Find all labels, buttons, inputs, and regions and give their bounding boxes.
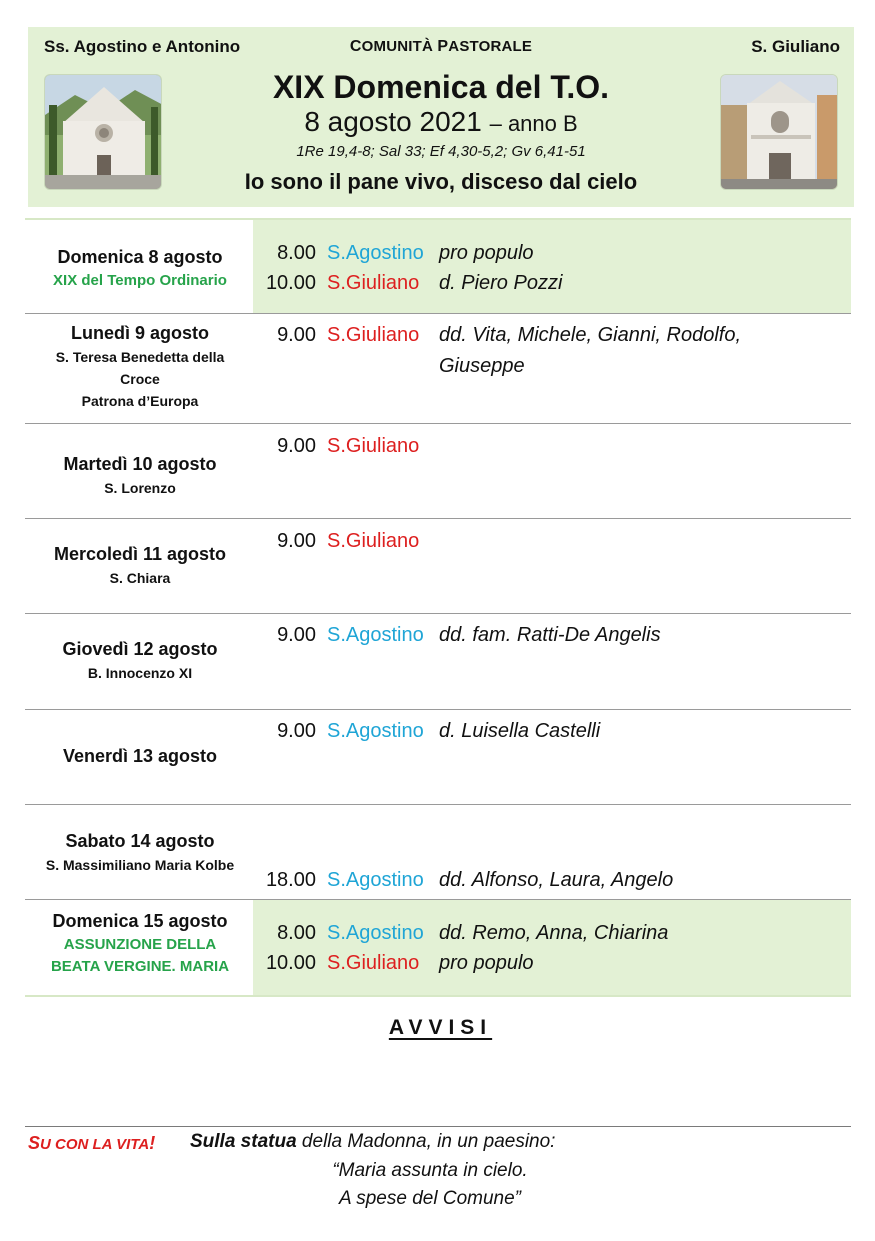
mass-intention: dd. Alfonso, Laura, Angelo <box>439 869 674 891</box>
schedule-row <box>25 519 851 614</box>
date-line: 8 agosto 2021 – anno B <box>304 106 578 137</box>
mass-church: S.Agostino <box>327 624 424 646</box>
mass-entry <box>255 620 851 650</box>
schedule-row <box>25 424 851 519</box>
schedule-row <box>25 614 851 710</box>
mass-entry <box>255 238 851 268</box>
mass-church: S.Giuliano <box>327 952 420 974</box>
footer-quote-line: A spese del Comune” <box>338 1188 521 1209</box>
mass-time: 10.00 <box>265 272 316 294</box>
mass-church: S.Agostino <box>327 922 424 944</box>
day-feast: S. Massimiliano Maria Kolbe <box>45 857 235 873</box>
mass-intention: dd. fam. Ratti-De Angelis <box>439 624 661 646</box>
footer-text: Sulla statua della Madonna, in un paesino: <box>190 1131 556 1152</box>
day-name: Lunedì 9 agosto <box>70 323 209 343</box>
day-cell <box>25 636 255 684</box>
mass-church: S.Agostino <box>327 242 424 264</box>
day-cell <box>25 828 255 876</box>
mass-intention: d. Piero Pozzi <box>439 272 563 294</box>
mass-schedule-table <box>25 218 851 997</box>
day-name: Martedì 10 agosto <box>63 454 217 474</box>
mass-entry <box>255 716 851 746</box>
mass-time: 9.00 <box>277 530 316 552</box>
day-feast: BEATA VERGINE. MARIA <box>50 958 230 975</box>
mass-church: S.Giuliano <box>327 272 420 294</box>
mass-church: S.Agostino <box>327 869 424 891</box>
mass-intention: Giuseppe <box>439 355 525 377</box>
mass-entry-continued <box>255 351 851 381</box>
mass-entry <box>255 268 851 298</box>
day-feast: S. Teresa Benedetta della <box>55 349 225 365</box>
day-feast: S. Chiara <box>109 570 171 586</box>
day-feast: Croce <box>120 371 160 387</box>
readings: 1Re 19,4-8; Sal 33; Ef 4,30-5,2; Gv 6,41-51 <box>296 143 586 160</box>
mass-intention: dd. Remo, Anna, Chiarina <box>439 922 669 944</box>
mass-time: 9.00 <box>277 435 316 457</box>
day-cell <box>25 451 255 499</box>
footer-quote-line: “Maria assunta in cielo. <box>332 1160 528 1181</box>
mass-entry <box>255 918 851 948</box>
mass-church: S.Giuliano <box>327 530 420 552</box>
mass-church: S.Agostino <box>327 720 424 742</box>
day-cell <box>25 541 255 589</box>
page-title: XIX Domenica del T.O. <box>272 69 610 105</box>
mass-entry <box>255 431 851 461</box>
day-cell <box>25 908 255 978</box>
mass-church: S.Giuliano <box>327 324 420 346</box>
mass-church: S.Giuliano <box>327 435 420 457</box>
day-cell <box>25 320 255 412</box>
left-parish-name: Ss. Agostino e Antonino <box>44 37 241 56</box>
mass-time: 8.00 <box>277 922 316 944</box>
mass-time: 10.00 <box>265 952 316 974</box>
right-parish-name: S. Giuliano <box>751 37 840 56</box>
mass-intention: pro populo <box>439 952 534 974</box>
day-name: Venerdì 13 agosto <box>62 746 218 766</box>
notices-heading: AVVISI <box>388 1016 493 1039</box>
day-name: Sabato 14 agosto <box>65 831 215 851</box>
day-feast: ASSUNZIONE DELLA <box>63 936 217 953</box>
community-label: COMUNITÀ PASTORALE <box>349 38 533 55</box>
mass-entry <box>255 865 851 895</box>
mass-intention: dd. Vita, Michele, Gianni, Rodolfo, <box>439 324 742 346</box>
schedule-row <box>25 314 851 424</box>
day-name: Domenica 8 agosto <box>57 247 223 267</box>
schedule-row <box>25 710 851 805</box>
day-feast: XIX del Tempo Ordinario <box>53 272 227 289</box>
mass-time: 9.00 <box>277 624 316 646</box>
day-feast: Patrona d’Europa <box>81 393 199 409</box>
mass-time: 18.00 <box>265 869 316 891</box>
header-banner <box>28 27 854 207</box>
day-feast: S. Lorenzo <box>104 480 176 496</box>
mass-intention: d. Luisella Castelli <box>439 720 601 742</box>
schedule-row <box>25 805 851 900</box>
schedule-row <box>25 218 851 314</box>
day-feast: B. Innocenzo XI <box>87 665 193 681</box>
day-cell <box>25 244 255 292</box>
mass-time: 9.00 <box>277 720 316 742</box>
day-name: Giovedì 12 agosto <box>62 639 218 659</box>
day-cell <box>25 743 255 769</box>
mass-time: 8.00 <box>277 242 316 264</box>
footer-divider <box>25 1126 851 1127</box>
motto: Io sono il pane vivo, disceso dal cielo <box>244 169 638 194</box>
mass-intention: pro populo <box>439 242 534 264</box>
footer-label: SU CON LA VITA! <box>28 1133 156 1153</box>
day-name: Domenica 15 agosto <box>52 911 228 931</box>
mass-entry <box>255 948 851 978</box>
mass-entry <box>255 320 851 350</box>
schedule-row <box>25 900 851 997</box>
mass-entry <box>255 526 851 556</box>
day-name: Mercoledì 11 agosto <box>53 544 227 564</box>
mass-time: 9.00 <box>277 324 316 346</box>
